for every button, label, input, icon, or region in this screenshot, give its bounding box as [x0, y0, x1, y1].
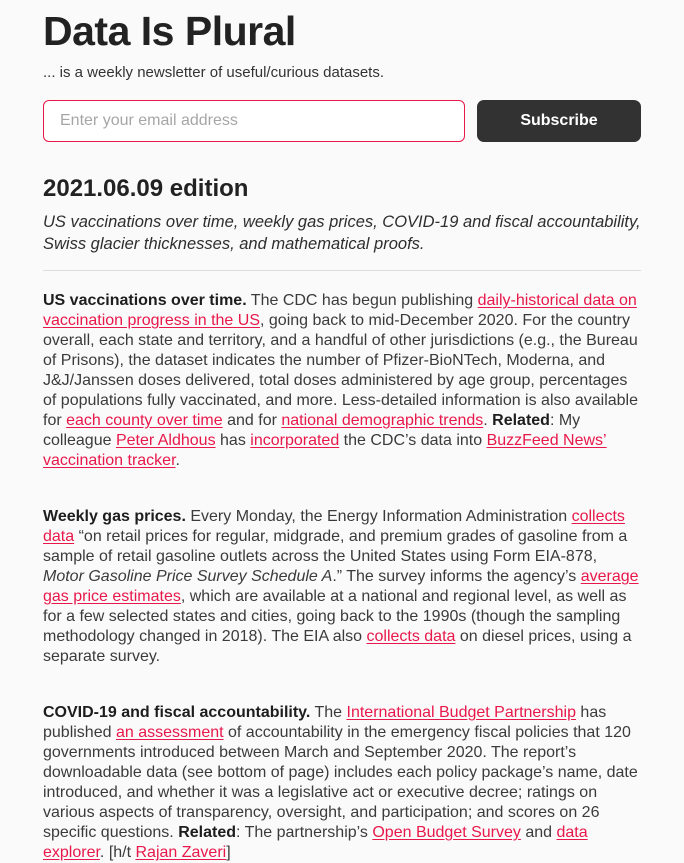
bold-text: Related — [492, 412, 550, 430]
email-input[interactable] — [43, 100, 465, 142]
newsletter-tagline: ... is a weekly newsletter of useful/curious datasets. — [43, 64, 384, 82]
body-text: , going back to mid-December 2020. For the country overall, each state and territory, and a handful of other jurisdictions (e.g., the Bureau of Prisons), the dataset indicates the number of Pfizer-BioNTech, Moderna, and J&J/Janssen doses delivered, total doses administered by age group, percentages of populations fully vaccinated, and more. Less-detailed information is also available for — [43, 312, 639, 430]
header — [43, 10, 641, 142]
body-text: the CDC’s data into — [339, 432, 487, 450]
inline-link[interactable]: Open Budget Survey — [372, 824, 521, 842]
inline-link[interactable]: BuzzFeed News’ vaccination tracker — [43, 432, 607, 470]
edition-summary: US vaccinations over time, weekly gas prices, COVID-19 and fiscal accountability, Swiss glacier thicknesses, and mathematical proofs. — [43, 213, 641, 253]
inline-link[interactable]: collects data — [43, 508, 625, 546]
page-title: Data Is Plural — [43, 8, 296, 54]
bold-text: COVID-19 and fiscal accountability. — [43, 704, 311, 722]
italic-text: Motor Gasoline Price Survey Schedule A — [43, 568, 333, 586]
body-text: Every Monday, the Energy Information Administration — [185, 508, 572, 526]
inline-link[interactable]: each county over time — [66, 412, 223, 430]
body-text: and — [520, 824, 557, 842]
inline-link[interactable]: daily-historical data on vaccination progress in the US — [43, 292, 637, 330]
article-weekly-gas-prices — [43, 507, 641, 667]
body-text: “on retail prices for regular, midgrade, and premium grades of gasoline from a sample of retail gasoline outlets across the United States using Form EIA-878, — [43, 528, 628, 566]
body-text: ] — [226, 844, 231, 862]
article-us-vaccinations — [43, 291, 641, 471]
subscribe-form — [43, 100, 641, 142]
body-text: : The partnership’s — [235, 824, 373, 842]
body-text: . [h/t — [99, 844, 136, 862]
body-text: on diesel prices, using a separate survey. — [43, 628, 632, 666]
body-text: . — [175, 452, 180, 470]
body-text: of accountability in the emergency fiscal policies that 120 governments introduced between March and September 2020. The report’s downloadable data (see bottom of page) includes each policy package’s name, date introduced, and whether it was a legislative act or executive decree; ratings on various aspects of transparency, oversight, and participation; and scores on 26 specific questions. — [43, 724, 638, 842]
inline-link[interactable]: national demographic trends — [281, 412, 484, 430]
inline-link[interactable]: data explorer — [43, 824, 588, 862]
inline-link[interactable]: Peter Aldhous — [115, 432, 216, 450]
edition-section — [43, 175, 641, 255]
body-text: .” The survey informs the agency’s — [332, 568, 581, 586]
edition-title: 2021.06.09 edition — [43, 175, 249, 203]
inline-link[interactable]: Rajan Zaveri — [135, 844, 227, 862]
inline-link[interactable]: incorporated — [250, 432, 340, 450]
bold-text: Weekly gas prices. — [43, 508, 186, 526]
inline-link[interactable]: collects data — [366, 628, 456, 646]
body-text: The CDC has begun publishing — [246, 292, 478, 310]
inline-link[interactable]: average gas price estimates — [43, 568, 639, 606]
inline-link[interactable]: International Budget Partnership — [346, 704, 576, 722]
subscribe-button[interactable]: Subscribe — [477, 100, 641, 142]
inline-link[interactable]: an assessment — [115, 724, 224, 742]
body-text: and for — [222, 412, 282, 430]
bold-text: US vaccinations over time. — [43, 292, 247, 310]
body-text: The — [310, 704, 347, 722]
body-text: : My colleague — [43, 412, 581, 450]
bold-text: Related — [178, 824, 236, 842]
articles — [43, 271, 641, 863]
body-text: has — [215, 432, 251, 450]
body-text: has published — [43, 704, 607, 742]
body-text: , which are available at a national and regional level, as well as for a few selected states and cities, going back to the 1990s (though the sampling methodology changed in 2018). The EIA also — [43, 588, 627, 646]
body-text: . — [483, 412, 493, 430]
article-covid-fiscal-accountability — [43, 703, 641, 863]
